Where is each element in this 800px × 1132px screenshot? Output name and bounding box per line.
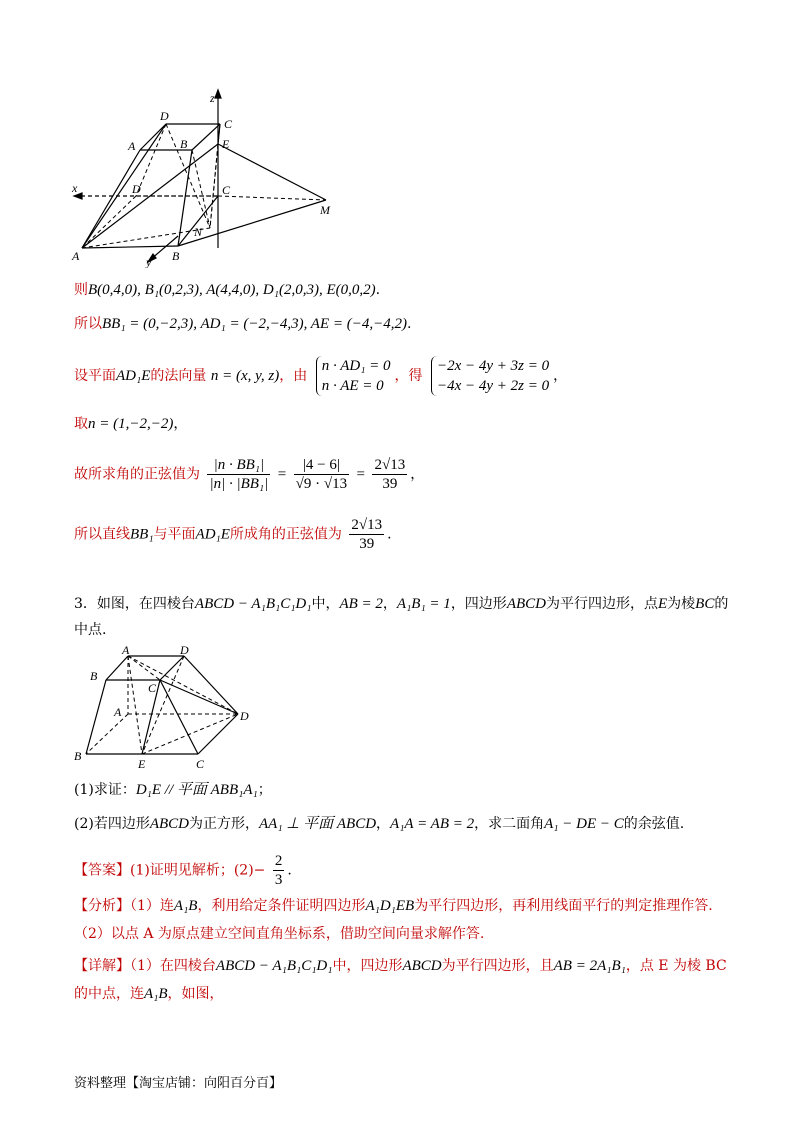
line-conclusion: 所以直线BB₁与平面AD₁E所成角的正弦值为 $\frac{2√13}{39}$ .	[74, 517, 392, 552]
label-a: A	[72, 249, 80, 263]
equation-system-1: n · AD₁ = 0 n · AE = 0	[316, 356, 391, 396]
detail-line-1: 【详解】（1）在四棱台ABCD − A₁B₁C₁D₁中，四边形ABCD为平行四边形，且AB = 2A₁B₁，点 E 为棱 BC	[74, 958, 727, 974]
footer-credit: 资料整理【淘宝店铺：向阳百分百】	[74, 1076, 283, 1091]
label-c1: C	[148, 681, 157, 695]
label-e: E	[222, 137, 230, 151]
line-take-n: 取n = (1,−2,−2)，	[74, 416, 188, 432]
line-sine-value: 故所求角的正弦值为 $\frac{\text{|n · BB₁|}}{\text{|n| · |BB₁|}}$ = $\frac{|4 - 6|}{√9 \cdot √13}$ = $\frac{2√13}{39}$ ，	[74, 457, 425, 492]
answer-line: 【答案】(1)证明见解析；(2)− $\frac{2}{3}$ .	[74, 853, 292, 888]
label-b: B	[74, 749, 82, 763]
question-2: (2)若四边形ABCD为正方形，AA₁ ⊥ 平面 ABCD，A₁A = AB = 2，求二面角A₁ − DE − C的余弦值.	[74, 816, 685, 832]
figure-frustum	[72, 644, 262, 774]
problem3-statement: 3．如图，在四棱台ABCD − A₁B₁C₁D₁中，AB = 2，A₁B₁ = 1，四边形ABCD为平行四边形，点E为棱BC的	[74, 596, 729, 612]
label-n: N	[194, 225, 203, 239]
analysis-line-2: （2）以点 A 为原点建立空间直角坐标系，借助空间向量求解作答.	[74, 926, 485, 942]
label-m: M	[320, 203, 330, 217]
label-c: C	[222, 183, 231, 197]
line-vectors: 所以BB₁ = (0,−2,3), AD₁ = (−2,−4,3), AE = (−4,−4,2).	[74, 316, 412, 332]
label-c1: C	[224, 117, 233, 131]
label-d1: D	[180, 644, 189, 657]
detail-line-2: 的中点，连A₁B，如图，	[74, 986, 224, 1002]
label-a: A	[114, 705, 122, 719]
label-d: D	[240, 709, 249, 723]
label-c: C	[196, 757, 205, 771]
label-b1: B	[90, 669, 98, 683]
label-y: y	[146, 255, 152, 268]
line-normal-vector: 设平面AD₁E的法向量 n = (x, y, z)，由 n · AD₁ = 0 n · AE = 0 ，得 −2x − 4y + 3z = 0 −4x − 4y + 2z = 0 ，	[74, 358, 568, 394]
question-1: (1)求证：D₁E // 平面 ABB₁A₁；	[74, 782, 272, 798]
equation-system-2: −2x − 4y + 3z = 0 −4x − 4y + 2z = 0	[431, 356, 549, 396]
label-a1: A	[128, 139, 136, 153]
label-x: x	[72, 181, 78, 195]
label-z: z	[210, 91, 215, 105]
problem3-statement-cont: 中点.	[74, 622, 107, 638]
analysis-line-1: 【分析】（1）连A₁B，利用给定条件证明四边形A₁D₁EB为平行四边形，再利用线面平行的判定推理作答.	[74, 898, 713, 914]
figure-coordinate-prism	[70, 88, 350, 268]
label-b: B	[172, 249, 180, 263]
line-points: 则B(0,4,0), B₁(0,2,3), A(4,4,0), D₁(2,0,3), E(0,0,2).	[74, 282, 381, 298]
label-b1: B	[180, 137, 188, 151]
label-a1: A	[122, 644, 130, 657]
label-d: D	[132, 182, 141, 196]
label-e: E	[138, 757, 146, 771]
label-d1: D	[160, 109, 169, 123]
